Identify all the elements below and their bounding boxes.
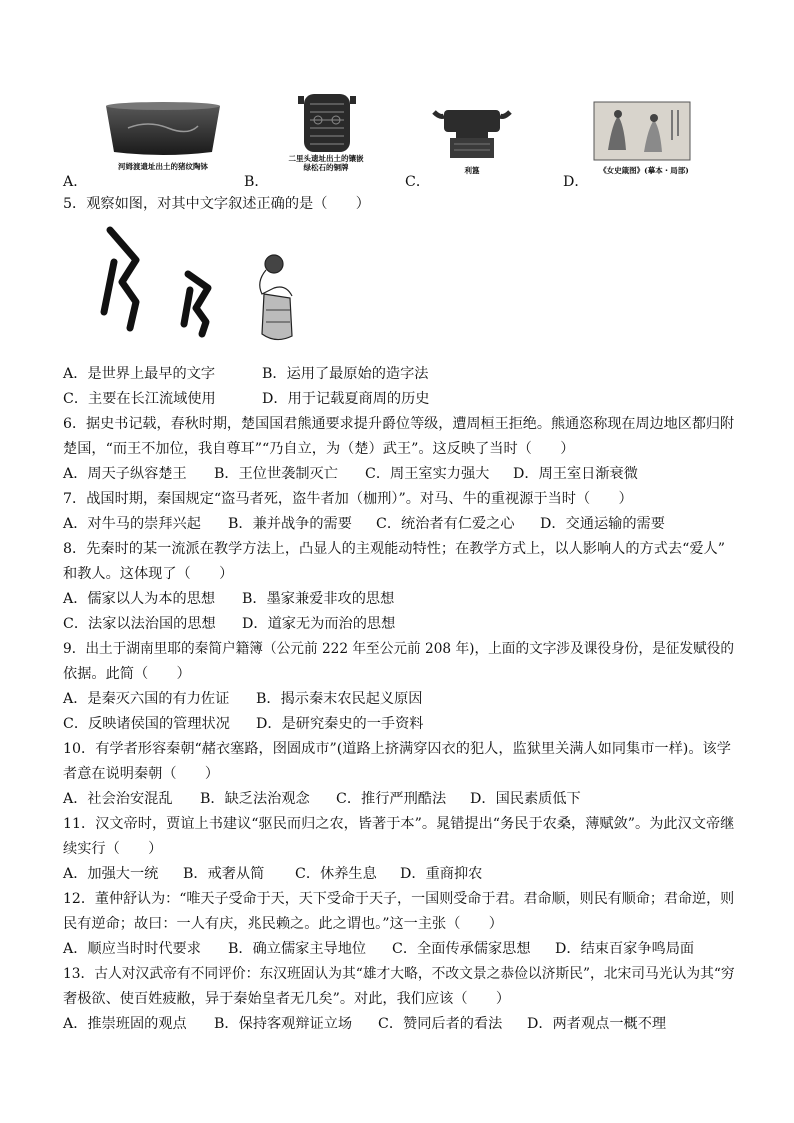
- question-9-stem-1: 9．出土于湖南里耶的秦简户籍簿（公元前 222 年至公元前 208 年)，上面的文字涉及课役身份，是征发赋役的: [63, 641, 735, 657]
- option-b-caption-1: 二里头遗址出土的镶嵌: [288, 154, 364, 163]
- question-11-option-b: B．戒奢从简: [183, 866, 265, 882]
- question-13-option-c: C．赞同后者的看法: [378, 1016, 503, 1032]
- question-8-option-d: D．道家无为而治的思想: [242, 616, 396, 632]
- option-d-label: D．: [563, 174, 589, 190]
- question-10-option-a: A．社会治安混乱: [63, 791, 173, 807]
- question-6-option-b: B．王位世袭制灭亡: [214, 466, 338, 482]
- option-a-label: A．: [63, 174, 88, 190]
- question-9-option-a: A．是秦灭六国的有力佐证: [63, 691, 230, 707]
- question-7-option-b: B．兼并战争的需要: [228, 516, 352, 532]
- question-7-option-a: A．对牛马的崇拜兴起: [63, 516, 201, 532]
- question-12-stem-2: 民有逆命；故曰：一人有庆，兆民赖之。此之谓也。”这一主张（ ）: [63, 916, 503, 932]
- question-11-option-c: C．休养生息: [295, 866, 377, 882]
- question-5-option-b: B．运用了最原始的造字法: [262, 366, 429, 382]
- question-8-stem-1: 8．先秦时的某一流派在教学方法上，凸显人的主观能动特性；在教学方式上，以人影响人的方式去“爱人”: [63, 541, 725, 557]
- question-11-stem-1: 11．汉文帝时，贾谊上书建议“驱民而归之农，皆著于本”。晁错提出“务民于农桑，薄赋敛”。为此汉文帝继: [63, 816, 735, 832]
- question-6-stem-2: 楚国，“而王不加位，我自尊耳”“乃自立，为（楚）武王”。这反映了当时（ ）: [63, 441, 575, 457]
- li-gui-vessel-image: [430, 98, 514, 162]
- option-d-figure: [588, 100, 700, 178]
- question-7-option-c: C．统治者有仁爱之心: [376, 516, 515, 532]
- painting-admonitions-image: [588, 100, 700, 162]
- question-8-stem-2: 和教人。这体现了（ ）: [63, 566, 234, 582]
- question-11-option-d: D．重商抑农: [400, 866, 483, 882]
- question-6-option-d: D．周王室日渐衰微: [513, 466, 638, 482]
- question-13-option-a: A．推崇班固的观点: [63, 1016, 187, 1032]
- question-5-stem: 5．观察如图，对其中文字叙述正确的是（ ）: [63, 196, 370, 212]
- question-12-option-a: A．顺应当时时代要求: [63, 941, 201, 957]
- question-11-stem-2: 续实行（ ）: [63, 841, 163, 857]
- option-c-label: C．: [405, 174, 431, 190]
- question-7-stem: 7．战国时期，秦国规定“盗马者死，盗牛者加（枷刑）”。对马、牛的重视源于当时（ ）: [63, 491, 633, 507]
- bronze-plaque-image: [290, 90, 386, 154]
- question-10-option-d: D．国民素质低下: [470, 791, 581, 807]
- pottery-bowl-image: [88, 98, 238, 160]
- question-5-option-a: A．是世界上最早的文字: [63, 366, 216, 382]
- question-9-option-c: C．反映诸侯国的管理状况: [63, 716, 230, 732]
- question-8-option-a: A．儒家以人为本的思想: [63, 591, 216, 607]
- option-a-caption: 河姆渡遗址出土的猪纹陶钵: [118, 162, 208, 171]
- question-13-option-b: B．保持客观辩证立场: [214, 1016, 353, 1032]
- question-13-stem-1: 13．古人对汉武帝有不同评价：东汉班固认为其“雄才大略，不改文景之恭俭以济斯民”，北宋司马光认为其“穷: [63, 966, 735, 982]
- question-10-stem-2: 者意在说明秦朝（ ）: [63, 766, 220, 782]
- question-10-option-c: C．推行严刑酷法: [336, 791, 447, 807]
- question-7-option-d: D．交通运输的需要: [540, 516, 665, 532]
- question-6-option-c: C．周王室实力强大: [365, 466, 490, 482]
- option-b-caption-2: 绿松石的铜牌: [303, 163, 349, 172]
- question-12-option-b: B．确立儒家主导地位: [228, 941, 367, 957]
- ancient-character-image: [96, 222, 346, 352]
- option-a-figure: [88, 98, 238, 176]
- question-5-figure: [96, 222, 346, 352]
- option-c-figure: [430, 98, 514, 178]
- question-11-option-a: A．加强大一统: [63, 866, 159, 882]
- option-b-figure: [278, 90, 374, 180]
- question-10-stem-1: 10．有学者形容秦朝“赭衣塞路，囹圄成市”(道路上挤满穿囚衣的犯人，监狱里关满人如同集市一样)。该学: [63, 741, 731, 757]
- question-6-stem-1: 6．据史书记载，春秋时期，楚国国君熊通要求提升爵位等级，遭周桓王拒绝。熊通恣称现在周边地区都归附: [63, 416, 735, 432]
- question-5-option-d: D．用于记载夏商周的历史: [262, 391, 430, 407]
- option-b-label: B．: [244, 174, 269, 190]
- question-13-stem-2: 奢极欲、使百姓疲敝，异于秦始皇者无几矣”。对此，我们应该（ ）: [63, 991, 511, 1007]
- question-12-option-c: C．全面传承儒家思想: [392, 941, 531, 957]
- question-9-stem-2: 依据。此简（ ）: [63, 666, 191, 682]
- question-12-stem-1: 12．董仲舒认为：“唯天子受命于天，天下受命于天子，一国则受命于君。君命顺，则民有顺命；君命逆，则: [63, 891, 735, 907]
- question-8-option-b: B．墨家兼爱非攻的思想: [242, 591, 395, 607]
- question-10-option-b: B．缺乏法治观念: [200, 791, 310, 807]
- question-5-option-c: C．主要在长江流域使用: [63, 391, 216, 407]
- question-12-option-d: D．结束百家争鸣局面: [555, 941, 695, 957]
- option-c-caption: 利簋: [464, 166, 480, 175]
- question-8-option-c: C．法家以法治国的思想: [63, 616, 216, 632]
- question-9-option-d: D．是研究秦史的一手资料: [256, 716, 424, 732]
- option-d-caption: 《女史箴图》(摹本・局部): [599, 166, 689, 175]
- question-13-option-d: D．两者观点一概不理: [527, 1016, 667, 1032]
- question-9-option-b: B．揭示秦末农民起义原因: [256, 691, 423, 707]
- question-6-option-a: A．周天子纵容楚王: [63, 466, 187, 482]
